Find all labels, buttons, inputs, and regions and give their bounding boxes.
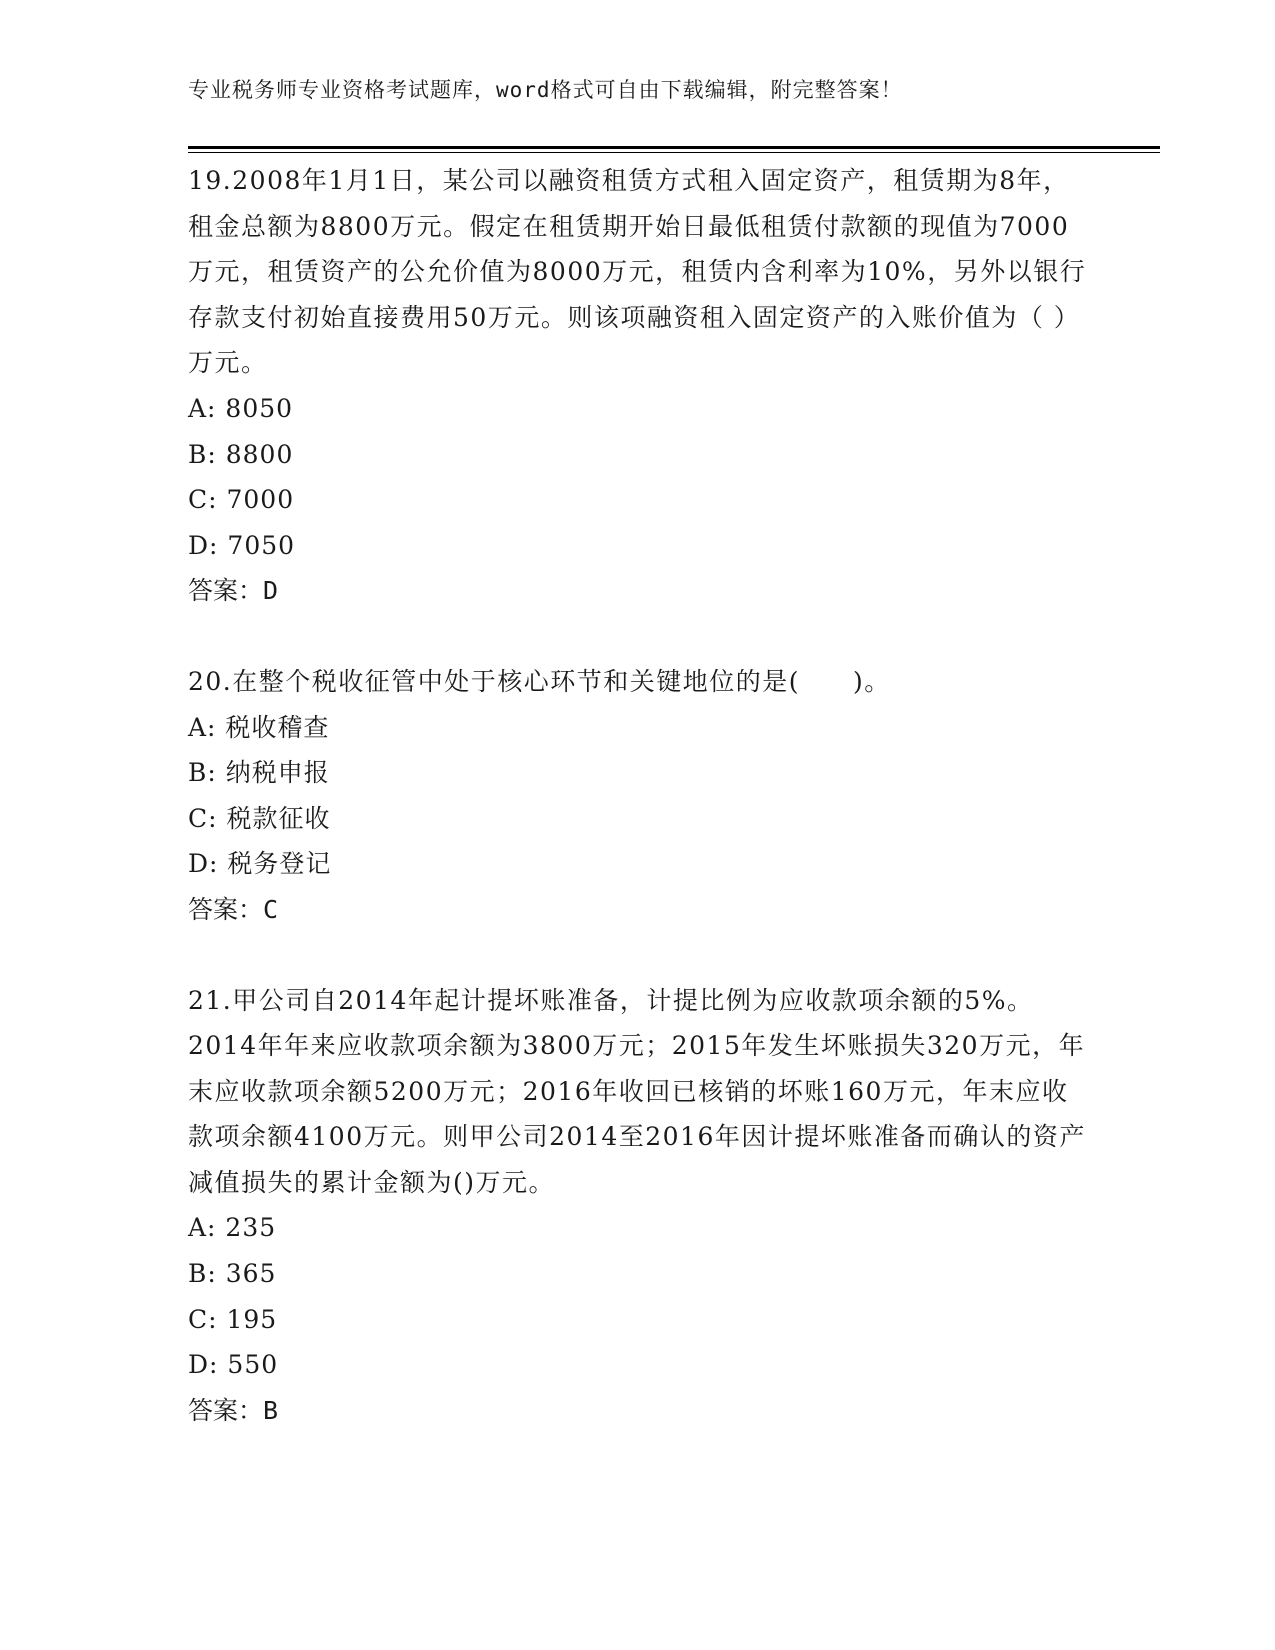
option-b: B: 365 xyxy=(188,1259,277,1289)
option-c: C: 7000 xyxy=(188,485,295,515)
option-d: D: 550 xyxy=(188,1350,279,1380)
option-d: D: 税务登记 xyxy=(188,849,332,879)
answer-line: 答案：B xyxy=(188,1395,279,1425)
option-a: A: 8050 xyxy=(188,393,294,423)
answer-line: 答案：C xyxy=(188,894,279,924)
option-b: B: 纳税申报 xyxy=(188,758,330,788)
option-b: B: 8800 xyxy=(188,439,294,469)
header-rule-thick xyxy=(188,146,1160,149)
question-19 xyxy=(188,158,1088,614)
question-21 xyxy=(188,978,1088,1434)
option-a: A: 235 xyxy=(188,1213,277,1243)
header-rule-thin xyxy=(188,152,1160,153)
page-header: 专业税务师专业资格考试题库，word格式可自由下载编辑，附完整答案！ xyxy=(188,78,903,102)
question-list xyxy=(188,158,1088,1433)
answer-line: 答案：D xyxy=(188,576,279,606)
question-stem: 19.2008年1月1日，某公司以融资租赁方式租入固定资产，租赁期为8年，租金总额为8800万元。假定在租赁期开始日最低租赁付款额的现值为7000万元，租赁资产的公允价值为8000万元，租赁内含利率为10%，另外以银行存款支付初始直接费用50万元。则该项融资租入固定资产的入账价值为（ ）万元。 xyxy=(188,166,1087,378)
question-stem: 20.在整个税收征管中处于核心环节和关键地位的是( )。 xyxy=(188,666,891,696)
question-20 xyxy=(188,659,1088,933)
option-c: C: 195 xyxy=(188,1304,278,1334)
option-d: D: 7050 xyxy=(188,530,296,560)
question-stem: 21.甲公司自2014年起计提坏账准备，计提比例为应收款项余额的5%。2014年年来应收款项余额为3800万元；2015年发生坏账损失320万元，年末应收款项余额5200万元；2016年收回已核销的坏账160万元，年末应收款项余额4100万元。则甲公司2014至2016年因计提坏账准备而确认的资产减值损失的累计金额为()万元。 xyxy=(188,985,1086,1197)
option-a: A: 税收稽查 xyxy=(188,712,330,742)
option-c: C: 税款征收 xyxy=(188,803,331,833)
